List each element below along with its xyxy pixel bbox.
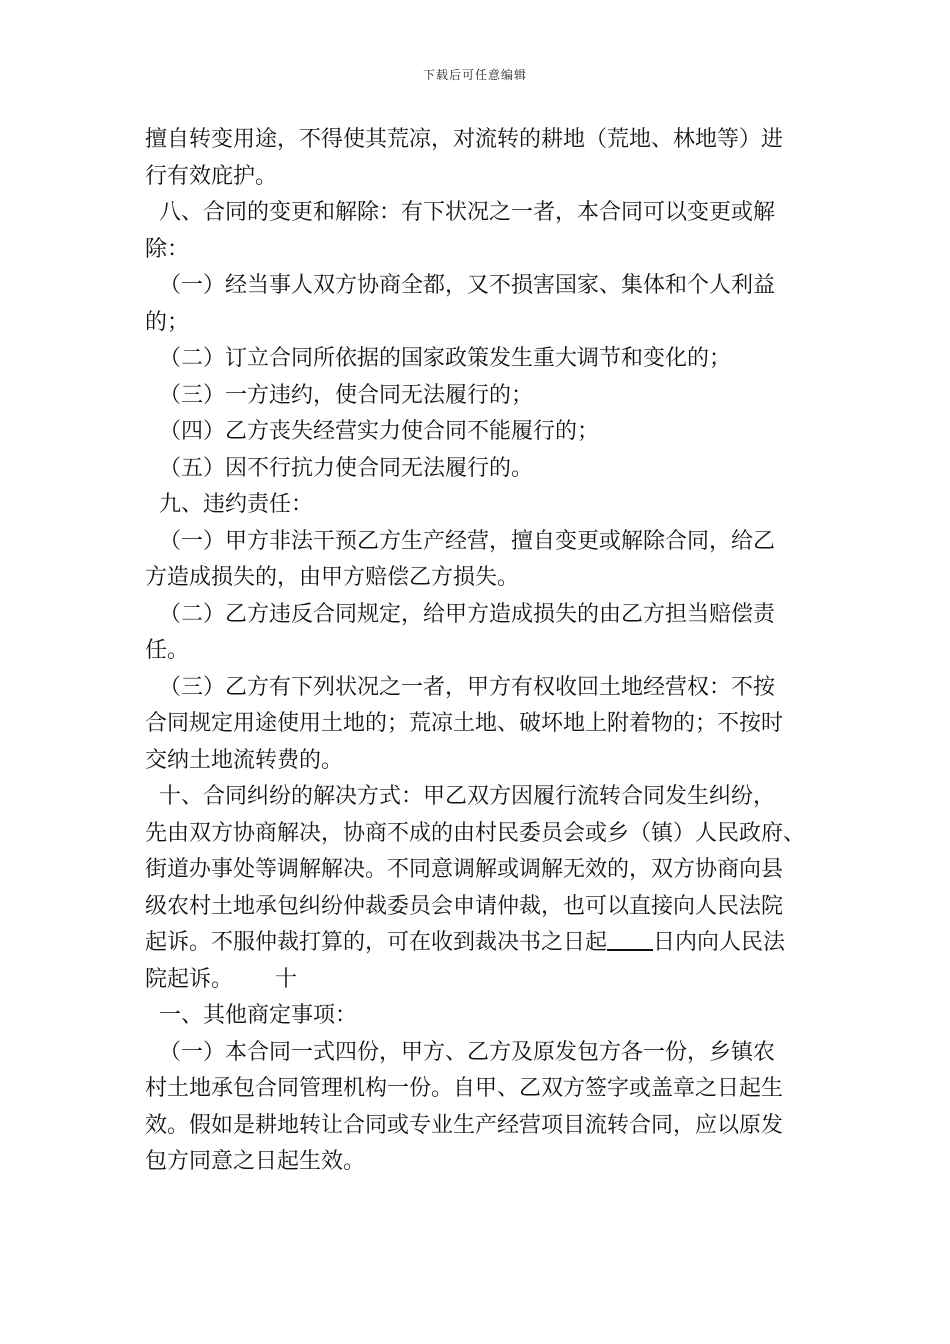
text-line: 级农村土地承包纠纷仲裁委员会申请仲裁，也可以直接向人民法院: [145, 893, 784, 919]
list-item-line: （一）甲方非法干预乙方生产经营，擅自变更或解除合同，给乙: [145, 528, 775, 554]
text-segment: 起诉。不服仲裁打算的，可在收到裁决书之日起: [145, 930, 608, 955]
list-item-line: （二）订立合同所依据的国家政策发生重大调节和变化的；: [145, 346, 731, 371]
section-heading-line: 九、违约责任：: [145, 492, 313, 517]
text-line: 合同规定用途使用土地的；荒凉土地、破坏地上附着物的；不按时: [145, 711, 784, 736]
text-line-with-blank: [145, 925, 813, 962]
list-item-line: （一）本合同一式四份，甲方、乙方及原发包方各一份，乡镇农: [145, 1039, 775, 1065]
text-line: 街道办事处等调解解决。不同意调解或调解无效的，双方协商向县: [145, 857, 784, 882]
page-header: 下载后可任意编辑: [422, 68, 527, 82]
list-item-line: （三）乙方有下列状况之一者，甲方有权收回土地经营权：不按: [145, 674, 775, 700]
text-line: 村土地承包合同管理机构一份。自甲、乙双方签字或盖章之日起生: [145, 1076, 784, 1101]
fill-in-blank: [607, 927, 653, 951]
text-line: 效。假如是耕地转让合同或专业生产经营项目流转合同，应以原发: [145, 1112, 784, 1138]
list-item-line: （三）一方违约，使合同无法履行的；: [145, 382, 533, 408]
list-item-line: （二）乙方违反合同规定，给甲方造成损失的由乙方担当赔偿责: [145, 601, 775, 627]
text-line: 先由双方协商解决，协商不成的由村民委员会或乡（镇）人民政府、: [145, 820, 806, 846]
text-line: 擅自转变用途，不得使其荒凉，对流转的耕地（荒地、林地等）进: [145, 127, 784, 152]
text-line: 包方同意之日起生效。: [145, 1149, 366, 1174]
text-line: 行有效庇护。: [145, 163, 278, 189]
section-heading-line: 十、合同纠纷的解决方式：甲乙双方因履行流转合同发生纠纷，: [145, 784, 775, 809]
list-item-line: （四）乙方丧失经营实力使合同不能履行的；: [145, 419, 599, 444]
text-line: 除：: [145, 236, 190, 262]
text-line: 交纳土地流转费的。: [145, 747, 344, 773]
text-segment: 日内向人民法: [653, 930, 786, 955]
text-line: 院起诉。 十: [145, 966, 297, 992]
document-body: [145, 122, 813, 1181]
text-line: 的；: [145, 309, 190, 335]
list-item-line: （五）因不行抗力使合同无法履行的。: [145, 455, 533, 481]
text-line: 任。: [145, 638, 190, 663]
section-heading-line: 八、合同的变更和解除：有下状况之一者，本合同可以变更或解: [145, 200, 775, 225]
text-line: 方造成损失的，由甲方赔偿乙方损失。: [145, 565, 520, 590]
list-item-line: （一）经当事人双方协商全都，又不损害国家、集体和个人利益: [145, 273, 775, 298]
section-heading-line: 一、其他商定事项：: [145, 1003, 357, 1028]
